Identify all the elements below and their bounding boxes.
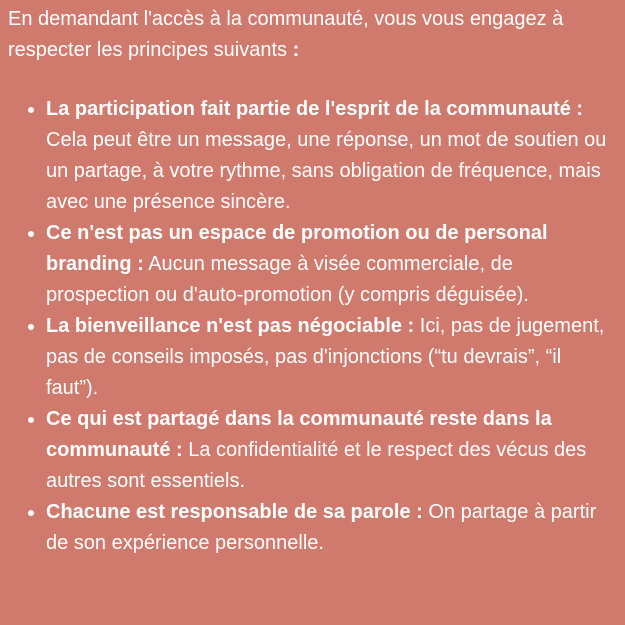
rule-title: Ce n'est pas un espace de promotion ou de personal branding : bbox=[46, 222, 548, 275]
intro-paragraph bbox=[8, 4, 617, 66]
bullet-icon bbox=[28, 107, 34, 113]
rule-title: Ce qui est partagé dans la communauté reste dans la communauté : bbox=[46, 408, 552, 461]
intro-text: En demandant l'accès à la communauté, vous vous engagez à respecter les principes suivants bbox=[8, 8, 564, 61]
bullet-icon bbox=[28, 510, 34, 516]
rule-item-responsibility bbox=[8, 497, 617, 559]
rule-text: Ici, pas de jugement, pas de conseils imposés, pas d'injonctions (“tu devrais”, “il faut”). bbox=[46, 315, 605, 399]
rule-text: Cela peut être un message, une réponse, un mot de soutien ou un partage, à votre rythme, sans obligation de fréquence, mais avec une présence sincère. bbox=[46, 129, 607, 213]
bullet-icon bbox=[28, 417, 34, 423]
rule-title: Chacune est responsable de sa parole : bbox=[46, 501, 423, 523]
bullet-icon bbox=[28, 231, 34, 237]
rule-title: La participation fait partie de l'esprit de la communauté : bbox=[46, 98, 584, 120]
bullet-icon bbox=[28, 324, 34, 330]
rule-item-participation bbox=[8, 94, 617, 218]
rule-item-confidentiality bbox=[8, 404, 617, 497]
rule-text: On partage à partir de son expérience personnelle. bbox=[46, 501, 597, 554]
rule-text: Aucun message à visée commerciale, de prospection ou d'auto-promotion (y compris déguisée). bbox=[46, 253, 529, 306]
rule-item-no-promotion bbox=[8, 218, 617, 311]
intro-colon: : bbox=[287, 39, 300, 61]
rule-item-kindness bbox=[8, 311, 617, 404]
rule-title: La bienveillance n'est pas négociable : bbox=[46, 315, 415, 337]
rules-list bbox=[8, 94, 617, 559]
rule-text: La confidentialité et le respect des vécus des autres sont essentiels. bbox=[46, 439, 587, 492]
